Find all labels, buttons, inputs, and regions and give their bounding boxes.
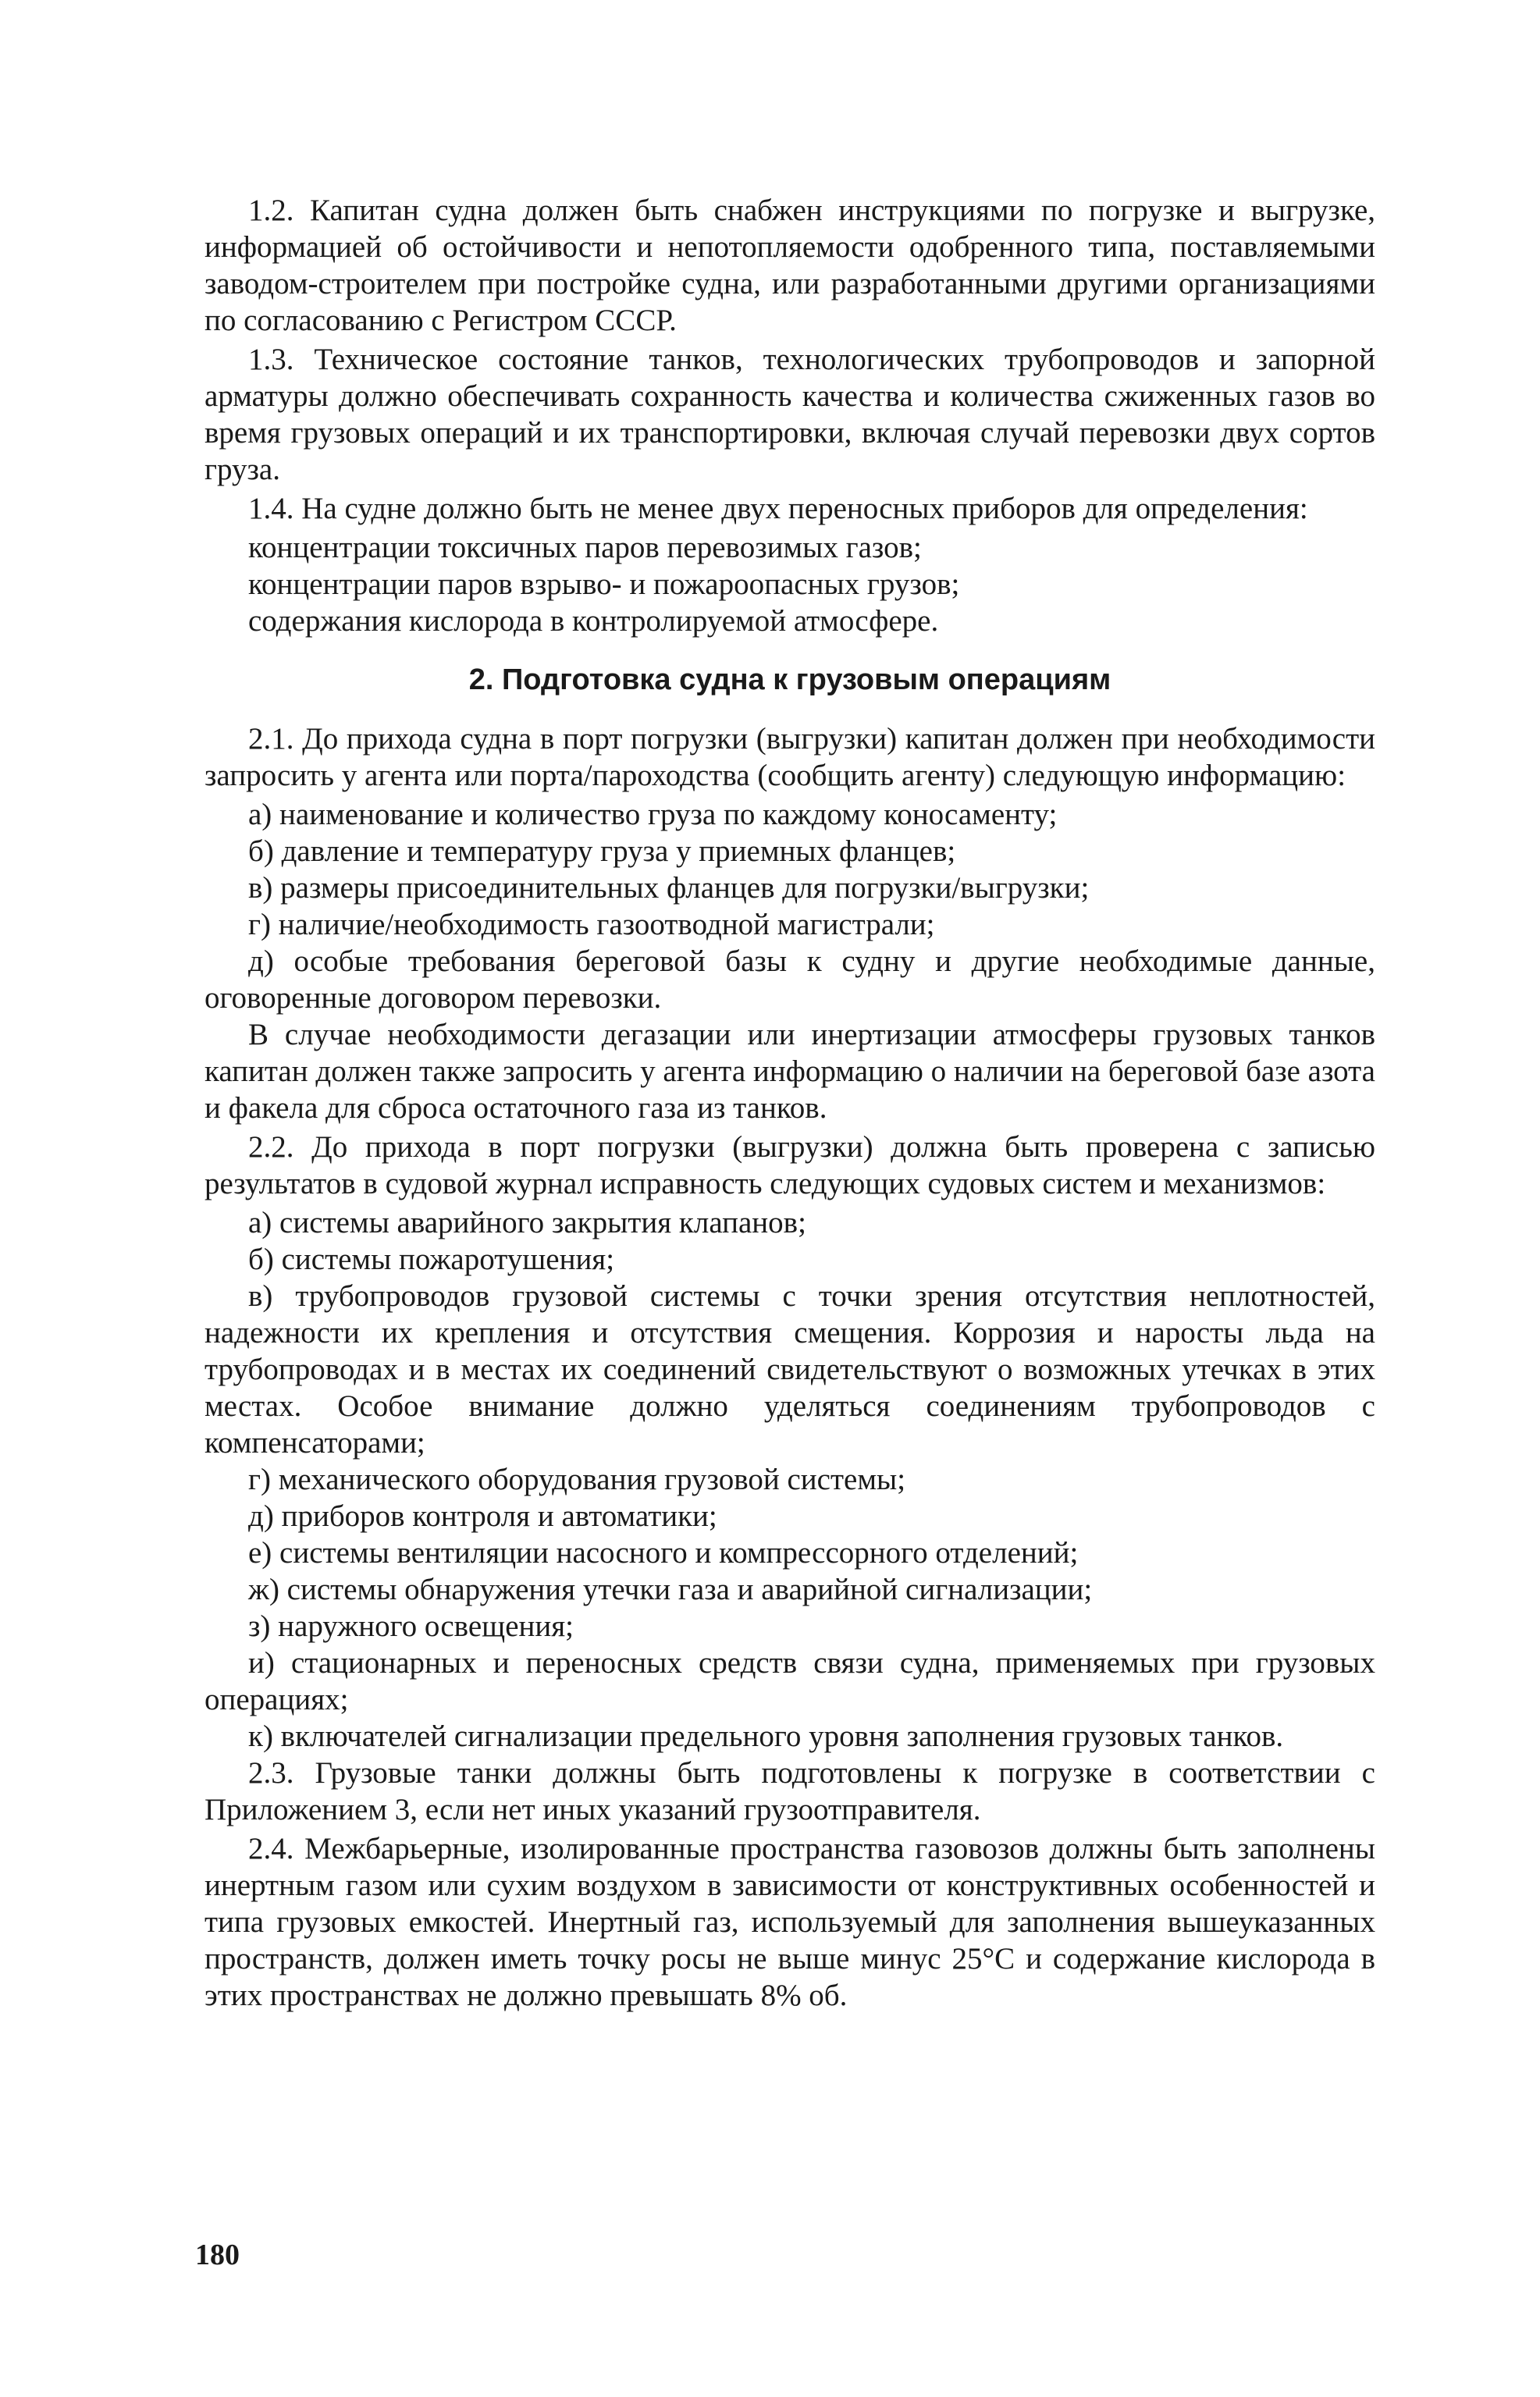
paragraph-1-2: 1.2. Капитан судна должен быть снабжен инструкциями по погрузке и выгрузке, информацией об остойчивости и непотопляемости одобренного типа, поставляемыми заводом-строителем при постройке судна, или разработанными другими организациями по согласованию с Регистром СССР.: [205, 194, 1375, 337]
list-item: к) включателей сигнализации предельного уровня заполнения грузовых танков.: [248, 1720, 1284, 1753]
page-number: 180: [195, 2239, 240, 2271]
list-item: г) наличие/необходимость газоотводной магистрали;: [248, 908, 935, 941]
page-content: [205, 192, 1375, 2016]
paragraph-2-1: 2.1. До прихода судна в порт погрузки (выгрузки) капитан должен при необходимости запросить у агента или порта/пароходства (сообщить агенту) следующую информацию:: [205, 722, 1375, 792]
paragraph-1-4: 1.4. На судне должно быть не менее двух переносных приборов для определения:: [248, 492, 1308, 525]
paragraph-2-1-extra: В случае необходимости дегазации или инертизации атмосферы грузовых танков капитан должен также запросить у агента информацию о наличии на береговой базе азота и факела для сброса остаточного газа из танков.: [205, 1018, 1375, 1125]
list-item: б) системы пожаротушения;: [248, 1243, 615, 1276]
paragraph-2-4: 2.4. Межбарьерные, изолированные пространства газовозов должны быть заполнены инертным газом или сухим воздухом в зависимости от конструктивных особенностей и типа грузовых емкостей. Инертный газ, используемый для заполнения вышеуказанных пространств, должен иметь точку росы не выше минус 25°С и содержание кислорода в этих пространствах не должно превышать 8% об.: [205, 1832, 1375, 2012]
list-item: е) системы вентиляции насосного и компрессорного отделений;: [248, 1536, 1079, 1570]
list-item: ж) системы обнаружения утечки газа и аварийной сигнализации;: [248, 1573, 1093, 1606]
list-item: д) приборов контроля и автоматики;: [248, 1499, 717, 1533]
list-item: а) наименование и количество груза по каждому коносаменту;: [248, 798, 1058, 831]
list-item: концентрации токсичных паров перевозимых газов;: [248, 531, 922, 564]
list-item: б) давление и температуру груза у приемных фланцев;: [248, 834, 956, 868]
paragraph-2-3: 2.3. Грузовые танки должны быть подготовлены к погрузке в соответствии с Приложением 3, если нет иных указаний грузоотправителя.: [205, 1756, 1375, 1826]
list-item: д) особые требования береговой базы к судну и другие необходимые данные, оговоренные договором перевозки.: [205, 944, 1375, 1015]
list-item: и) стационарных и переносных средств связи судна, применяемых при грузовых операциях;: [205, 1646, 1375, 1716]
list-item: в) трубопроводов грузовой системы с точки зрения отсутствия неплотностей, надежности их крепления и отсутствия смещения. Коррозия и наросты льда на трубопроводах и в местах их соединений свидетельствуют о возможных утечках в этих местах. Особое внимание должно уделяться соединениям трубопроводов с компенсаторами;: [205, 1279, 1375, 1460]
section-heading: 2. Подготовка судна к грузовым операциям: [468, 663, 1111, 696]
list-item: содержания кислорода в контролируемой атмосфере.: [248, 604, 939, 638]
list-item: концентрации паров взрыво- и пожароопасных грузов;: [248, 567, 960, 601]
paragraph-1-3: 1.3. Техническое состояние танков, технологических трубопроводов и запорной арматуры должно обеспечивать сохранность качества и количества сжиженных газов во время грузовых операций и их транспортировки, включая случай перевозки двух сортов груза.: [205, 343, 1375, 486]
list-item: г) механического оборудования грузовой системы;: [248, 1463, 906, 1496]
list-item: з) наружного освещения;: [248, 1609, 574, 1643]
paragraph-2-2: 2.2. До прихода в порт погрузки (выгрузки) должна быть проверена с записью результатов в судовой журнал исправность следующих судовых систем и механизмов:: [205, 1130, 1375, 1200]
list-item: а) системы аварийного закрытия клапанов;: [248, 1206, 806, 1239]
list-item: в) размеры присоединительных фланцев для погрузки/выгрузки;: [248, 871, 1090, 905]
